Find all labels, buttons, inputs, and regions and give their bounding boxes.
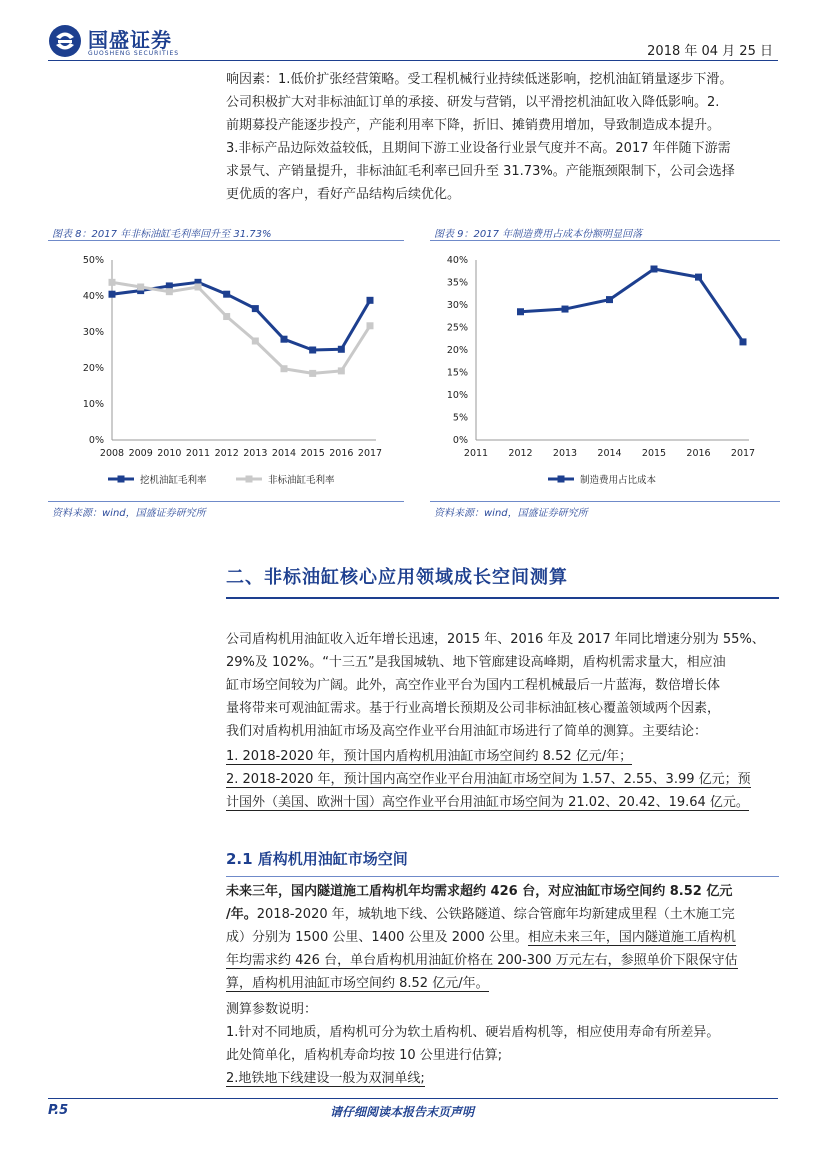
section2-underline xyxy=(226,597,779,599)
x-tick-label: 2014 xyxy=(271,448,297,459)
data-point xyxy=(223,313,230,320)
y-tick-label: 5% xyxy=(452,412,468,424)
header-divider xyxy=(48,60,778,61)
x-tick-label: 2011 xyxy=(463,448,489,459)
section21-title: 2.1 盾构机用油缸市场空间 xyxy=(226,850,408,868)
brand-mark-icon xyxy=(48,24,82,58)
lead-bold-2: /年。 xyxy=(226,907,257,922)
intro-paragraph xyxy=(226,68,779,206)
lead-rest: 2018-2020 年，城轨地下线、公铁路隧道、综合管廊年均新建成里程（土木施工完 xyxy=(256,907,735,922)
section21-paragraph xyxy=(226,880,779,995)
x-tick-label: 2014 xyxy=(597,448,622,459)
y-tick-label: 30% xyxy=(446,300,468,311)
data-point xyxy=(281,336,288,343)
section21-underline xyxy=(226,876,779,877)
section2-line: 我们对盾构机用油缸市场及高空作业平台用油缸市场进行了简单的测算。主要结论： xyxy=(226,724,708,739)
section2-title: 二、非标油缸核心应用领域成长空间测算 xyxy=(226,567,568,588)
data-point xyxy=(109,291,116,298)
y-tick-label: 35% xyxy=(446,277,468,289)
x-tick-label: 2009 xyxy=(128,448,153,459)
data-point xyxy=(606,296,613,303)
data-point xyxy=(223,291,230,298)
y-tick-label: 20% xyxy=(82,363,104,374)
params-title: 测算参数说明： xyxy=(226,1002,318,1017)
data-point xyxy=(562,306,569,313)
series-line xyxy=(521,269,744,342)
figure8-bottom-line xyxy=(48,501,404,502)
report-date: 2018 年 04 月 25 日 xyxy=(647,44,773,59)
y-tick-label: 0% xyxy=(452,435,468,446)
y-tick-label: 30% xyxy=(82,327,104,338)
figure9-bottom-line xyxy=(430,501,780,502)
x-tick-label: 2012 xyxy=(508,448,533,459)
figure9-top-line xyxy=(430,240,780,241)
param-line: 2.地铁地下线建设一般为双洞单线; xyxy=(226,1071,425,1086)
y-tick-label: 15% xyxy=(446,367,468,379)
intro-line: 公司积极扩大对非标油缸订单的承接、研发与营销，以平滑挖机油缸收入降低影响。2. xyxy=(226,95,720,110)
data-point xyxy=(740,338,747,345)
data-point xyxy=(367,297,374,304)
x-tick-label: 2017 xyxy=(357,448,383,459)
section21-line4: 年均需求约 426 台，单台盾构机用油缸价格在 200-300 万元左右，参照单价下限保守估 xyxy=(226,953,738,968)
figure9-title: 图表 9：2017 年制造费用占成本份额明显回落 xyxy=(434,229,643,240)
data-point xyxy=(166,288,173,295)
data-point xyxy=(651,266,658,273)
x-tick-label: 2008 xyxy=(99,448,125,459)
section2-line: 量将带来可观油缸需求。基于行业高增长预期及公司非标油缸核心覆盖领域两个因素， xyxy=(226,701,721,716)
footer-disclaimer: 请仔细阅读本报告末页声明 xyxy=(330,1105,475,1119)
page-number: P.5 xyxy=(48,1103,69,1118)
figure8-chart xyxy=(48,244,404,500)
legend-marker xyxy=(118,476,125,483)
intro-line: 求景气、产销量提升，非标油缸毛利率已回升至 31.73%。产能瓶颈限制下，公司会选择 xyxy=(226,164,735,179)
intro-line: 响因素：1.低价扩张经营策略。受工程机械行业持续低迷影响，挖机油缸销量逐步下滑。 xyxy=(226,72,733,87)
intro-line: 更优质的客户，看好产品结构后续优化。 xyxy=(226,187,461,202)
y-tick-label: 40% xyxy=(82,291,104,302)
y-tick-label: 20% xyxy=(446,345,468,356)
x-tick-label: 2013 xyxy=(552,448,578,459)
x-tick-label: 2015 xyxy=(300,448,325,459)
section2-line: 公司盾构机用油缸收入近年增长迅速，2015 年、2016 年及 2017 年同比增速分别为 55%、 xyxy=(226,632,765,647)
figure8-top-line xyxy=(48,240,404,241)
y-tick-label: 40% xyxy=(446,255,468,266)
data-point xyxy=(309,347,316,354)
data-point xyxy=(695,274,702,281)
data-point xyxy=(109,279,116,286)
section21-line5: 算，盾构机用油缸市场空间约 8.52 亿元/年。 xyxy=(226,976,489,991)
y-tick-label: 25% xyxy=(446,322,468,334)
data-point xyxy=(137,284,144,291)
x-tick-label: 2016 xyxy=(329,448,354,459)
section2-line: 缸市场空间较为广阔。此外，高空作业平台为国内工程机械最后一片蓝海，数倍增长体 xyxy=(226,678,721,693)
series-line xyxy=(112,282,370,350)
data-point xyxy=(281,365,288,372)
conclusions xyxy=(226,745,779,814)
footer-divider xyxy=(48,1098,778,1099)
conclusion-2a: 2. 2018-2020 年，预计国内高空作业平台用油缸市场空间为 1.57、2.55、3.99 亿元；预 xyxy=(226,772,751,787)
x-tick-label: 2012 xyxy=(214,448,239,459)
figure9-chart xyxy=(430,244,780,500)
conclusion-2b: 计国外（美国、欧洲十国）高空作业平台用油缸市场空间为 21.02、20.42、19.64 亿元。 xyxy=(226,795,749,810)
y-tick-label: 0% xyxy=(88,435,104,446)
figure8-title: 图表 8：2017 年非标油缸毛利率回升至 31.73% xyxy=(52,229,272,240)
data-point xyxy=(309,370,316,377)
data-point xyxy=(195,284,202,291)
data-point xyxy=(517,308,524,315)
data-point xyxy=(252,338,259,345)
data-point xyxy=(367,322,374,329)
x-tick-label: 2010 xyxy=(157,448,182,459)
data-point xyxy=(338,367,345,374)
conclusion-1: 1. 2018-2020 年，预计国内盾构机用油缸市场空间约 8.52 亿元/年； xyxy=(226,749,633,764)
y-tick-label: 50% xyxy=(82,255,104,266)
section2-line: 29%及 102%。“十三五”是我国城轨、地下管廊建设高峰期，盾构机需求量大，相应油 xyxy=(226,655,726,670)
x-tick-label: 2017 xyxy=(730,448,756,459)
x-tick-label: 2016 xyxy=(686,448,711,459)
intro-line: 3.非标产品边际效益较低，且期间下游工业设备行业景气度并不高。2017 年伴随下游需 xyxy=(226,141,731,156)
section21-line3: 成）分别为 1500 公里、1400 公里及 2000 公里。 xyxy=(226,930,528,945)
param-line: 1.针对不同地质，盾构机可分为软土盾构机、硬岩盾构机等，相应使用寿命有所差异。 xyxy=(226,1025,720,1040)
x-tick-label: 2011 xyxy=(185,448,211,459)
x-tick-label: 2013 xyxy=(243,448,268,459)
x-tick-label: 2015 xyxy=(641,448,667,459)
legend-label: 制造费用占比成本 xyxy=(580,475,657,486)
legend-label: 非标油缸毛利率 xyxy=(268,475,335,486)
data-point xyxy=(252,305,259,312)
section21-line3-ul: 相应未来三年，国内隧道施工盾构机 xyxy=(527,930,736,945)
figure8-source: 资料来源：wind，国盛证券研究所 xyxy=(52,508,206,519)
section2-paragraph xyxy=(226,628,779,743)
legend-label: 挖机油缸毛利率 xyxy=(140,475,207,486)
lead-bold-1: 未来三年，国内隧道施工盾构机年均需求超约 426 台，对应油缸市场空间约 8.52 亿元 xyxy=(226,884,733,899)
param-line: 此处简单化，盾构机寿命均按 10 公里进行估算; xyxy=(226,1048,503,1063)
figure9-source: 资料来源：wind，国盛证券研究所 xyxy=(434,508,588,519)
brand-logo xyxy=(48,22,198,60)
legend-marker xyxy=(246,476,253,483)
series-line xyxy=(112,282,370,373)
params-block xyxy=(226,998,779,1090)
intro-line: 前期募投产能逐步投产，产能利用率下降，折旧、摊销费用增加，导致制造成本提升。 xyxy=(226,118,721,133)
y-tick-label: 10% xyxy=(82,399,104,410)
data-point xyxy=(338,346,345,353)
brand-name: 国盛证券 xyxy=(88,28,172,52)
legend-marker xyxy=(558,476,565,483)
y-tick-label: 10% xyxy=(446,390,468,401)
brand-sub: GUOSHENG SECURITIES xyxy=(88,50,180,57)
